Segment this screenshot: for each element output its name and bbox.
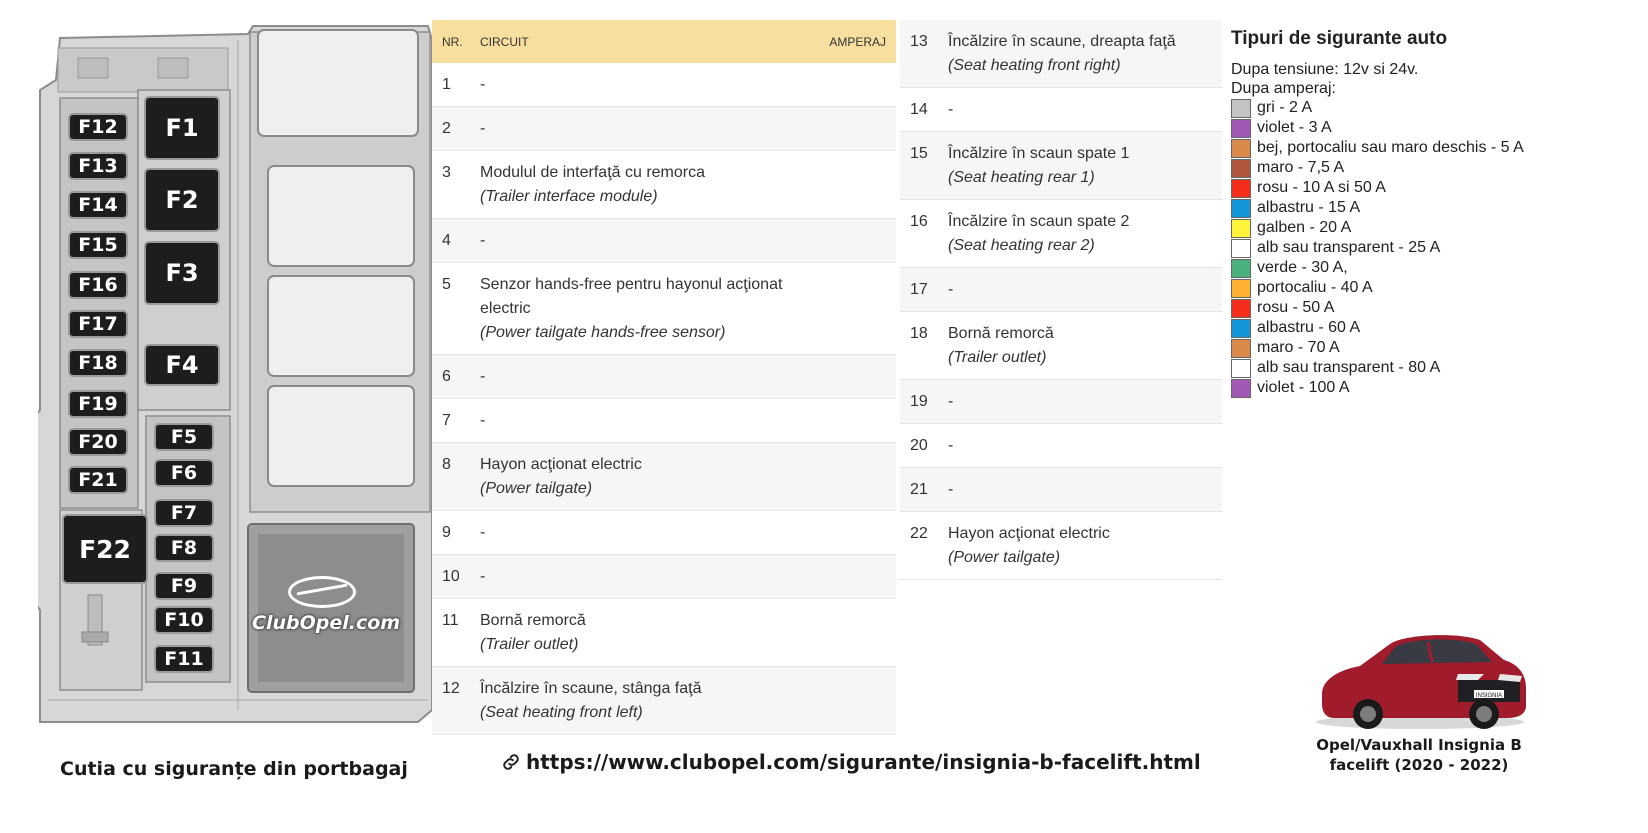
- row-circuit: [480, 161, 896, 218]
- legend-color-name: verde: [1257, 259, 1298, 276]
- cluboopel-watermark: [252, 576, 401, 634]
- row-circuit: [948, 278, 1222, 311]
- legend-color-name: gri: [1257, 99, 1275, 116]
- circuit-name-ro: Senzor hands-free pentru hayonul acţionat electric: [480, 276, 783, 317]
- table-row: [432, 355, 896, 399]
- table-row: [432, 151, 896, 219]
- circuit-name-ro: -: [948, 393, 954, 410]
- circuit-name-ro: -: [948, 437, 954, 454]
- row-circuit: [480, 453, 896, 510]
- row-circuit: [948, 98, 1222, 131]
- legend-color-name: alb sau transparent: [1257, 239, 1394, 256]
- circuit-name-ro: -: [480, 232, 486, 249]
- table-row: [432, 599, 896, 667]
- legend-item: [1231, 198, 1641, 218]
- circuit-name-ro: Încălzire în scaun spate 1: [948, 145, 1130, 162]
- legend-amperage: - 70 A: [1293, 339, 1340, 356]
- legend-amperage: - 10 A si 50 A: [1288, 179, 1386, 196]
- row-number: 12: [442, 680, 460, 697]
- table-row: [900, 468, 1222, 512]
- row-number: 5: [442, 276, 451, 293]
- legend-color-name: galben: [1257, 219, 1306, 236]
- legend-item: [1231, 338, 1641, 358]
- color-swatch: [1231, 99, 1251, 118]
- row-number: 7: [442, 412, 451, 429]
- car-caption: [1312, 735, 1526, 775]
- fuse-f12: F12: [70, 115, 126, 139]
- row-circuit: [480, 409, 896, 442]
- legend-item: [1231, 218, 1641, 238]
- fuse-f1: F1: [146, 98, 218, 158]
- legend-color-name: albastru: [1257, 319, 1314, 336]
- color-swatch: [1231, 179, 1251, 198]
- row-circuit: [480, 117, 896, 150]
- circuit-name-en: (Power tailgate): [948, 549, 1061, 566]
- row-number: 19: [910, 393, 928, 410]
- legend-amperage: - 3 A: [1294, 119, 1332, 136]
- watermark-text: ClubOpel.com: [252, 612, 401, 634]
- table-row: [432, 219, 896, 263]
- circuit-name-en: (Trailer interface module): [480, 188, 658, 205]
- legend-amperage: - 25 A: [1393, 239, 1441, 256]
- table-row: [432, 107, 896, 151]
- legend-amperage: - 20 A: [1305, 219, 1352, 236]
- car-caption-line-1: Opel/Vauxhall Insignia B: [1316, 736, 1522, 754]
- circuit-name-en: (Seat heating front left): [480, 704, 643, 721]
- legend-item: [1231, 178, 1641, 198]
- fuse-f13: F13: [70, 154, 126, 178]
- fuse-f15: F15: [70, 233, 126, 257]
- color-swatch: [1231, 259, 1251, 278]
- table-row: [900, 132, 1222, 200]
- fuse-box-diagram: [38, 20, 448, 742]
- circuit-name-en: (Seat heating front right): [948, 57, 1121, 74]
- fuse-f22: F22: [64, 516, 146, 582]
- circuit-name-en: (Trailer outlet): [480, 636, 579, 653]
- color-swatch: [1231, 199, 1251, 218]
- legend-color-name: portocaliu: [1257, 279, 1327, 296]
- table-row: [432, 443, 896, 511]
- circuit-name-en: (Power tailgate hands-free sensor): [480, 324, 726, 341]
- row-circuit: [948, 322, 1222, 379]
- row-number: 17: [910, 281, 928, 298]
- legend-color-name: violet: [1257, 119, 1295, 136]
- circuit-name-ro: -: [948, 481, 954, 498]
- fuse-f5: F5: [156, 425, 212, 449]
- circuit-name-ro: -: [480, 76, 486, 93]
- circuit-name-en: (Trailer outlet): [948, 349, 1047, 366]
- fuse-f17: F17: [70, 312, 126, 336]
- fuse-f11: F11: [156, 647, 212, 671]
- fuse-table-right: [900, 20, 1222, 580]
- circuit-name-ro: Modulul de interfaţă cu remorca: [480, 164, 705, 181]
- row-circuit: [480, 677, 896, 734]
- circuit-name-en: (Seat heating rear 1): [948, 169, 1095, 186]
- circuit-name-en: (Seat heating rear 2): [948, 237, 1095, 254]
- legend-color-name: violet: [1257, 379, 1295, 396]
- color-swatch: [1231, 119, 1251, 138]
- opel-logo-icon: [288, 576, 356, 608]
- row-circuit: [948, 478, 1222, 511]
- circuit-name-ro: Bornă remorcă: [948, 325, 1054, 342]
- row-number: 21: [910, 481, 928, 498]
- row-number: 10: [442, 568, 460, 585]
- table-row: [432, 511, 896, 555]
- row-circuit: [480, 73, 896, 106]
- legend-color-name: albastru: [1257, 199, 1314, 216]
- table-row: [900, 88, 1222, 132]
- legend-item: [1231, 378, 1641, 398]
- color-swatch: [1231, 139, 1251, 158]
- row-number: 20: [910, 437, 928, 454]
- legend-amperage: - 80 A: [1393, 359, 1441, 376]
- legend-item: [1231, 258, 1641, 278]
- legend-amperage: - 7,5 A: [1293, 159, 1345, 176]
- row-number: 2: [442, 120, 451, 137]
- legend-item: [1231, 118, 1641, 138]
- row-number: 15: [910, 145, 928, 162]
- fuse-color-legend: [1231, 28, 1641, 398]
- circuit-name-ro: -: [948, 101, 954, 118]
- legend-amperage: - 100 A: [1294, 379, 1350, 396]
- circuit-name-ro: -: [480, 368, 486, 385]
- legend-color-name: rosu: [1257, 299, 1289, 316]
- table-row: [432, 555, 896, 599]
- fuse-f9: F9: [156, 574, 212, 598]
- color-swatch: [1231, 239, 1251, 258]
- fuse-f21: F21: [70, 468, 126, 492]
- legend-item: [1231, 158, 1641, 178]
- legend-voltage-line: Dupa tensiune: 12v si 24v.: [1231, 61, 1419, 78]
- legend-color-name: rosu: [1257, 179, 1289, 196]
- opel-insignia-car-image: [1308, 622, 1532, 732]
- circuit-name-en: (Power tailgate): [480, 480, 593, 497]
- legend-amperage: - 15 A: [1313, 199, 1361, 216]
- fuse-f8: F8: [156, 536, 212, 560]
- legend-color-name: bej, portocaliu sau maro deschis: [1257, 139, 1487, 156]
- legend-amperage: - 50 A: [1288, 299, 1335, 316]
- color-swatch: [1231, 159, 1251, 178]
- fuse-f16: F16: [70, 273, 126, 297]
- legend-item: [1231, 278, 1641, 298]
- legend-amperage: - 60 A: [1313, 319, 1361, 336]
- table-row: [900, 312, 1222, 380]
- row-circuit: [480, 365, 896, 398]
- color-swatch: [1231, 359, 1251, 378]
- row-circuit: [480, 565, 896, 598]
- legend-color-name: maro: [1257, 339, 1294, 356]
- row-number: 6: [442, 368, 451, 385]
- source-url[interactable]: https://www.clubopel.com/sigurante/insignia-b-facelift.html: [526, 750, 1201, 774]
- legend-item: [1231, 298, 1641, 318]
- row-circuit: [480, 229, 896, 262]
- row-circuit: [948, 522, 1222, 579]
- source-link[interactable]: [500, 750, 1201, 774]
- row-number: 8: [442, 456, 451, 473]
- fuse-f3: F3: [146, 243, 218, 303]
- row-number: 18: [910, 325, 928, 342]
- table-row: [900, 512, 1222, 580]
- circuit-name-ro: Bornă remorcă: [480, 612, 586, 629]
- legend-item: [1231, 238, 1641, 258]
- color-swatch: [1231, 219, 1251, 238]
- circuit-name-ro: Încălzire în scaune, stânga faţă: [480, 680, 702, 697]
- legend-item: [1231, 318, 1641, 338]
- legend-amperage: - 2 A: [1274, 99, 1313, 116]
- row-number: 3: [442, 164, 451, 181]
- fuse-table-left: [432, 20, 896, 735]
- fuse-f14: F14: [70, 193, 126, 217]
- row-number: 11: [442, 612, 459, 629]
- row-number: 14: [910, 101, 928, 118]
- row-circuit: [948, 30, 1222, 87]
- row-circuit: [480, 521, 896, 554]
- row-circuit: [948, 210, 1222, 267]
- circuit-name-ro: -: [480, 568, 486, 585]
- legend-item: [1231, 138, 1641, 158]
- table-row: [900, 20, 1222, 88]
- circuit-name-ro: -: [480, 120, 486, 137]
- fuse-f4: F4: [146, 346, 218, 384]
- circuit-name-ro: Încălzire în scaune, dreapta faţă: [948, 33, 1176, 50]
- row-circuit: [948, 390, 1222, 423]
- row-circuit: [480, 273, 896, 354]
- fuse-f10: F10: [156, 608, 212, 632]
- fuse-box-caption: Cutia cu siguranțe din portbagaj: [60, 758, 408, 780]
- row-number: 22: [910, 525, 928, 542]
- table-header: [432, 20, 896, 63]
- circuit-name-ro: Hayon acţionat electric: [480, 456, 642, 473]
- legend-amperage: - 5 A: [1486, 139, 1524, 156]
- header-nr: NR.: [442, 34, 463, 49]
- table-row: [900, 424, 1222, 468]
- link-icon: [500, 751, 522, 773]
- color-swatch: [1231, 299, 1251, 318]
- fuse-f6: F6: [156, 461, 212, 485]
- circuit-name-ro: Hayon acţionat electric: [948, 525, 1110, 542]
- fuse-f2: F2: [146, 170, 218, 230]
- legend-color-name: maro: [1257, 159, 1294, 176]
- row-circuit: [948, 434, 1222, 467]
- row-number: 13: [910, 33, 928, 50]
- row-number: 1: [442, 76, 451, 93]
- table-row: [900, 268, 1222, 312]
- fuse-f7: F7: [156, 501, 212, 525]
- table-row: [432, 263, 896, 355]
- legend-item: [1231, 358, 1641, 378]
- circuit-name-ro: -: [480, 412, 486, 429]
- row-number: 9: [442, 524, 451, 541]
- legend-item: [1231, 98, 1641, 118]
- fuse-f20: F20: [70, 430, 126, 454]
- circuit-name-ro: -: [480, 524, 486, 541]
- legend-amperage: - 40 A: [1326, 279, 1373, 296]
- table-row: [432, 63, 896, 107]
- color-swatch: [1231, 279, 1251, 298]
- header-circuit: CIRCUIT: [480, 34, 529, 49]
- table-row: [900, 380, 1222, 424]
- row-circuit: [480, 609, 896, 666]
- car-caption-line-2: facelift (2020 - 2022): [1329, 756, 1509, 774]
- legend-amperage-line: Dupa amperaj:: [1231, 80, 1336, 97]
- row-number: 16: [910, 213, 928, 230]
- fuse-f18: F18: [70, 351, 126, 375]
- color-swatch: [1231, 319, 1251, 338]
- color-swatch: [1231, 379, 1251, 398]
- fuse-f19: F19: [70, 392, 126, 416]
- header-amperaj: AMPERAJ: [829, 34, 886, 49]
- legend-color-name: alb sau transparent: [1257, 359, 1394, 376]
- circuit-name-ro: -: [948, 281, 954, 298]
- legend-title: Tipuri de sigurante auto: [1231, 28, 1448, 49]
- color-swatch: [1231, 339, 1251, 358]
- row-number: 4: [442, 232, 451, 249]
- table-row: [900, 200, 1222, 268]
- circuit-name-ro: Încălzire în scaun spate 2: [948, 213, 1130, 230]
- car-badge-text: INSIGNIA: [1475, 693, 1503, 699]
- table-row: [432, 399, 896, 443]
- row-circuit: [948, 142, 1222, 199]
- legend-amperage: - 30 A,: [1297, 259, 1348, 276]
- table-row: [432, 667, 896, 735]
